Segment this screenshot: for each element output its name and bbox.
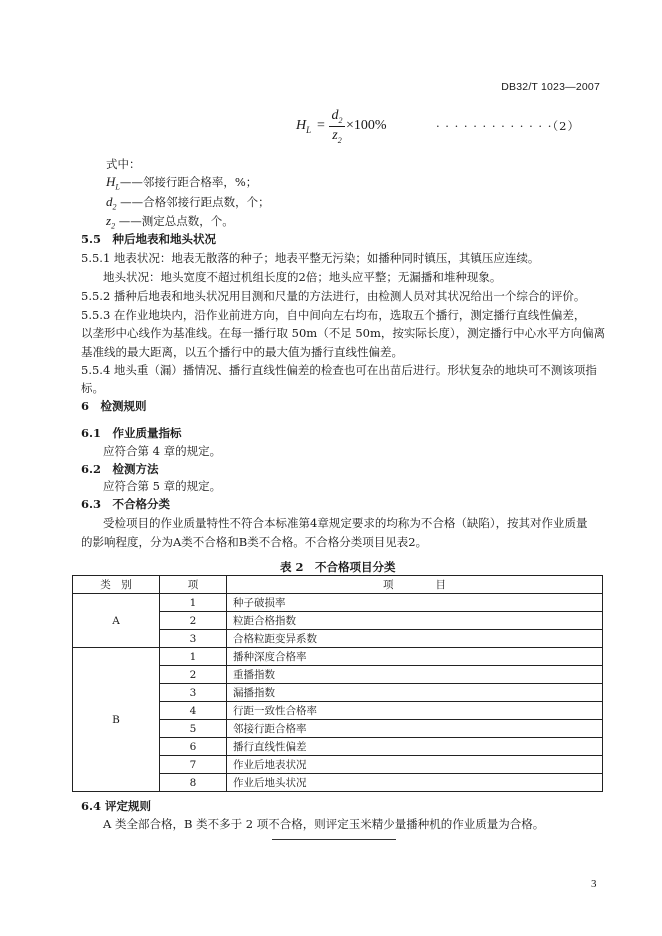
item-number: 4 bbox=[160, 702, 227, 720]
formula-lhs: $H_L$ bbox=[296, 118, 312, 135]
item-name: 粒距合格指数 bbox=[227, 612, 603, 630]
section-5-5-title: 5.5 种后地表和地头状况 bbox=[81, 232, 217, 246]
definition-item: $d_2$ ——合格邻接行距点数，个； bbox=[106, 194, 270, 212]
formula-equals: = bbox=[317, 118, 325, 133]
item-number: 3 bbox=[160, 630, 227, 648]
section-6-2-text: 应符合第 5 章的规定。 bbox=[103, 479, 222, 493]
formula-numerator: $d_2$ bbox=[329, 108, 345, 127]
section-6-3-title: 6.3 不合格分类 bbox=[81, 497, 171, 511]
paragraph-5-5-3-line3: 基准线的最大距离，以五个播行中的最大值为播行直线性偏差。 bbox=[81, 345, 403, 359]
paragraph-5-5-4-line1: 5.5.4 地头重（漏）播情况、播行直线性偏差的检查也可在出苗后进行。形状复杂的地块可不测该项指 bbox=[81, 363, 597, 377]
item-name: 播种深度合格率 bbox=[227, 648, 603, 666]
category-b: B bbox=[73, 648, 160, 792]
section-6-3-line1: 受检项目的作业质量特性不符合本标准第4章规定要求的均称为不合格（缺陷），按其对作业质量 bbox=[103, 516, 588, 530]
formula-fraction bbox=[329, 108, 345, 145]
definition-item: $z_2$ ——测定总点数，个。 bbox=[106, 213, 234, 231]
item-name: 作业后地表状况 bbox=[227, 756, 603, 774]
paragraph-5-5-3-line1: 5.5.3 在作业地块内，沿作业前进方向，自中间向左右均布，选取五个播行，测定播行直线性偏差， bbox=[81, 308, 586, 322]
item-name: 行距一致性合格率 bbox=[227, 702, 603, 720]
paragraph-5-5-3-line2: 以垄形中心线作为基准线。在每一播行取 50m（不足 50m，按实际长度），测定播行中心水平方向偏离 bbox=[81, 326, 606, 340]
equation-number: · · · · · · · · · · · · ·（2） bbox=[436, 119, 580, 133]
header-category: 类 别 bbox=[73, 576, 160, 594]
category-a: A bbox=[73, 594, 160, 648]
item-number: 2 bbox=[160, 612, 227, 630]
paragraph-5-5-2: 5.5.2 播种后地表和地头状况用目测和尺量的方法进行，由检测人员对其状况给出一个综合的评价。 bbox=[81, 289, 586, 303]
page-number: 3 bbox=[591, 878, 597, 890]
section-6-3-line2: 的影响程度，分为A类不合格和B类不合格。不合格分类项目见表2。 bbox=[81, 535, 428, 549]
where-label: 式中： bbox=[106, 157, 141, 171]
item-name: 重播指数 bbox=[227, 666, 603, 684]
item-name: 邻接行距合格率 bbox=[227, 720, 603, 738]
section-6-1-text: 应符合第 4 章的规定。 bbox=[103, 444, 222, 458]
table-row bbox=[73, 648, 603, 666]
item-number: 3 bbox=[160, 684, 227, 702]
section-6-4-text: A 类全部合格，B 类不多于 2 项不合格，则评定玉米精少量播种机的作业质量为合格。 bbox=[103, 817, 545, 831]
paragraph-5-5-1: 5.5.1 地表状况：地表无散落的种子；地表平整无污染；如播种同时镇压，其镇压应连续。 bbox=[81, 251, 540, 265]
item-name: 种子破损率 bbox=[227, 594, 603, 612]
item-number: 8 bbox=[160, 774, 227, 792]
item-number: 1 bbox=[160, 594, 227, 612]
item-name: 作业后地头状况 bbox=[227, 774, 603, 792]
section-6-1-title: 6.1 作业质量指标 bbox=[81, 426, 182, 440]
item-number: 1 bbox=[160, 648, 227, 666]
header-item: 项 目 bbox=[227, 576, 603, 594]
item-number: 7 bbox=[160, 756, 227, 774]
section-6-title: 6 检测规则 bbox=[81, 399, 147, 413]
paragraph-headland: 地头状况：地头宽度不超过机组长度的2倍；地头应平整；无漏播和堆种现象。 bbox=[103, 270, 502, 284]
table-row bbox=[73, 594, 603, 612]
definition-item: $H_L——$邻接行距合格率，%； bbox=[106, 174, 258, 192]
item-name: 漏播指数 bbox=[227, 684, 603, 702]
item-number: 6 bbox=[160, 738, 227, 756]
table-header-row bbox=[73, 576, 603, 594]
item-number: 2 bbox=[160, 666, 227, 684]
item-name: 播行直线性偏差 bbox=[227, 738, 603, 756]
item-number: 5 bbox=[160, 720, 227, 738]
table-caption: 表 2 不合格项目分类 bbox=[280, 560, 396, 574]
formula-multiplier: ×100% bbox=[346, 118, 387, 133]
section-6-2-title: 6.2 检测方法 bbox=[81, 462, 159, 476]
item-name: 合格粒距变异系数 bbox=[227, 630, 603, 648]
document-id: DB32/T 1023—2007 bbox=[501, 81, 600, 93]
end-rule bbox=[272, 839, 396, 840]
defect-classification-table bbox=[72, 575, 603, 792]
header-item-no: 项 bbox=[160, 576, 227, 594]
section-6-4-title: 6.4 评定规则 bbox=[81, 799, 152, 813]
paragraph-5-5-4-line2: 标。 bbox=[81, 381, 104, 395]
formula-denominator: $z_2$ bbox=[332, 127, 342, 145]
